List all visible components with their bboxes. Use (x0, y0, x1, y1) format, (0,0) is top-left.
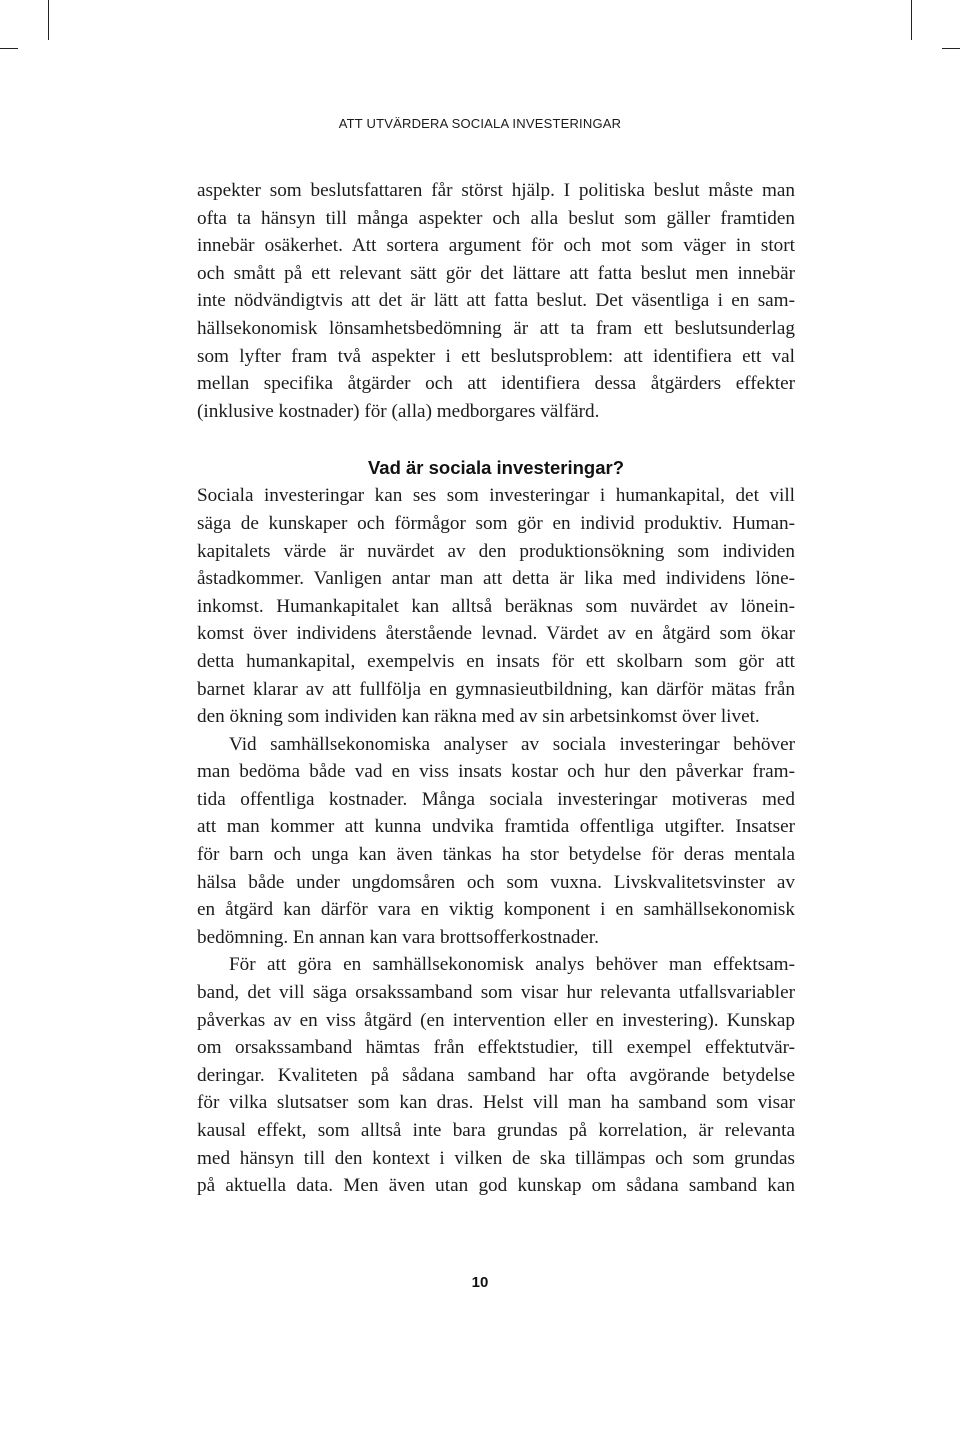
paragraph-line: man bedöma både vad en viss insats kostar och hur den påverkar fram- (197, 761, 795, 783)
paragraph-line: den ökning som individen kan räkna med av sin arbetsinkomst över livet. (197, 706, 760, 728)
paragraph-line: åstadkommer. Vanligen antar man att detta är lika med individens löne- (197, 568, 795, 590)
paragraph-line: inte nödvändigtvis att det är lätt att fatta beslut. Det väsentliga i en sam- (197, 290, 795, 312)
paragraph-line: bedömning. En annan kan vara brottsofferkostnader. (197, 926, 599, 948)
paragraph-line: komst över individens återstående levnad. Värdet av en åtgärd som ökar (197, 623, 795, 645)
paragraph-line: en åtgärd kan därför vara en viktig komponent i en samhällsekonomisk (197, 899, 795, 921)
paragraph-line: detta humankapital, exempelvis en insats för ett skolbarn som gör att (197, 650, 795, 672)
paragraph-line: för barn och unga kan även tänkas ha stor betydelse för deras mentala (197, 844, 795, 866)
paragraph-line: barnet klarar av att fullfölja en gymnasieutbildning, kan därför mätas från (197, 678, 795, 700)
crop-mark-top-right (911, 0, 912, 40)
paragraph-line: som lyfter fram två aspekter i ett beslutsproblem: att identifiera ett val (197, 345, 795, 367)
paragraph-line: hälsa både under ungdomsåren och som vuxna. Livskvalitetsvinster av (197, 871, 795, 893)
paragraph-line: aspekter som beslutsfattaren får störst hjälp. I politiska beslut måste man (197, 180, 795, 201)
paragraph-line: Sociala investeringar kan ses som investeringar i humankapital, det vill (197, 485, 795, 507)
paragraph-line: på aktuella data. Men även utan god kunskap om sådana samband kan (197, 1175, 795, 1197)
paragraph-line: kapitalets värde är nuvärdet av den produktionsökning som individen (197, 540, 795, 562)
page-number: 10 (471, 1274, 489, 1291)
paragraph-line: Vid samhällsekonomiska analyser av sociala investeringar behöver (229, 733, 795, 755)
paragraph-line: mellan specifika åtgärder och att identifiera dessa åtgärders effekter (197, 373, 795, 395)
paragraph-3 (197, 731, 795, 952)
body-text (197, 177, 795, 1200)
paragraph-line: (inklusive kostnader) för (alla) medborgares välfärd. (197, 400, 600, 422)
paragraph-line: tida offentliga kostnader. Många sociala investeringar motiveras med (197, 788, 795, 810)
paragraph-line: ofta ta hänsyn till många aspekter och alla beslut som gäller framtiden (197, 207, 795, 229)
paragraph-line: inkomst. Humankapitalet kan alltså beräknas som nuvärdet av lönein- (197, 595, 795, 617)
paragraph-4 (197, 951, 795, 1199)
paragraph-2 (197, 482, 795, 730)
section-heading: Vad är sociala investeringar? (367, 457, 625, 479)
paragraph-line: om orsakssamband hämtas från effektstudier, till exempel effektutvär- (197, 1037, 795, 1059)
paragraph-line: att man kommer att kunna undvika framtida offentliga utgifter. Insatser (197, 816, 795, 838)
paragraph-line: deringar. Kvaliteten på sådana samband har ofta avgörande betydelse (197, 1064, 795, 1086)
paragraph-1 (197, 177, 795, 425)
paragraph-line: kausal effekt, som alltså inte bara grundas på korrelation, är relevanta (197, 1120, 795, 1141)
crop-mark-top-left (48, 0, 49, 40)
paragraph-line: säga de kunskaper och förmågor som gör en individ produktiv. Human- (197, 512, 795, 534)
paragraph-line: hällsekonomisk lönsamhetsbedömning är att ta fram ett beslutsunderlag (197, 317, 795, 339)
paragraph-line: innebär osäkerhet. Att sortera argument för och mot som väger in stort (197, 235, 795, 257)
paragraph-line: band, det vill säga orsakssamband som visar hur relevanta utfallsvariabler (197, 982, 795, 1004)
paragraph-line: För att göra en samhällsekonomisk analys behöver man effektsam- (229, 954, 795, 976)
paragraph-line: och smått på ett relevant sätt gör det lättare att fatta beslut men innebär (197, 262, 795, 284)
crop-mark-top-right-h (942, 48, 960, 49)
paragraph-line: för vilka slutsatser som kan dras. Helst vill man ha samband som visar (197, 1092, 795, 1114)
paragraph-line: påverkas av en viss åtgärd (en intervention eller en investering). Kunskap (197, 1009, 795, 1031)
paragraph-line: med hänsyn till den kontext i vilken de ska tillämpas och som grundas (197, 1147, 795, 1169)
crop-mark-top-left-h (0, 48, 18, 49)
running-head: ATT UTVÄRDERA SOCIALA INVESTERINGAR (338, 116, 622, 131)
